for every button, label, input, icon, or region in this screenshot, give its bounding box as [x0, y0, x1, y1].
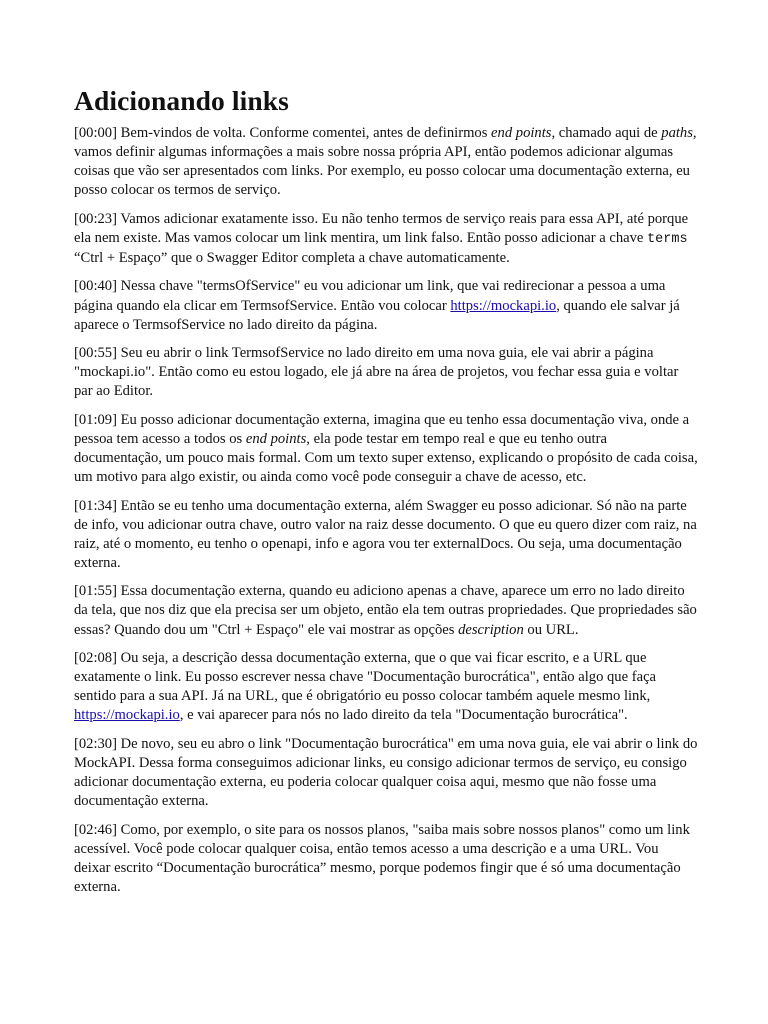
paragraph-text: [00:00] Bem-vindos de volta. Conforme comentei, antes de definirmos [74, 125, 492, 141]
inline-code: terms [647, 231, 688, 247]
transcript-paragraph [74, 124, 698, 200]
paragraph-text: , quando ele salvar já aparece o TermsofService no lado direito da página. [74, 297, 680, 333]
transcript-paragraph [74, 821, 698, 897]
emphasized-term: end points [491, 125, 552, 141]
transcript-paragraph [74, 735, 698, 811]
paragraph-text: [02:30] De novo, seu eu abro o link "Documentação burocrática" em uma nova guia, ele vai abrir o link do MockAPI. Dessa forma conseguimos adicionar links, eu consigo adicionar termos de serviço, eu consigo adicionar documentação externa, eu poderia colocar qualquer coisa aqui, mesmo que não fosse uma documentação externa. [74, 735, 698, 810]
paragraph-text: , e vai aparecer para nós no lado direito da tela "Documentação burocrática". [179, 707, 628, 724]
paragraph-text: [02:08] Ou seja, a descrição dessa documentação externa, que o que vai ficar escrito, e a URL que exatamente o link. Eu posso escrever nessa chave "Documentação burocrática", então algo que faça sentido para a sua API. Já na URL, que é obrigatório eu posso colocar também aquele mesmo link, [74, 649, 657, 705]
paragraph-text: [01:55] Essa documentação externa, quando eu adiciono apenas a chave, aparece um erro no lado direito da tela, que nos diz que ela precisa ser um objeto, então ela tem outras propriedades. Que propriedades são essas? Quando dou um "Ctrl + Espaço" ele vai mostrar as opções [74, 583, 697, 638]
paragraph-text: “Ctrl + Espaço” que o Swagger Editor completa a chave automaticamente. [74, 249, 510, 266]
paragraph-text: , ela pode testar em tempo real e que eu tenho outra documentação, um pouco mais formal. Com um texto super extenso, explicando o propósito de cada coisa, um motivo para algo existir, ou ainda como você pode conseguir a chave de acesso, etc. [74, 430, 698, 486]
page-title: Adicionando links [74, 85, 289, 116]
paragraph-text: [02:46] Como, por exemplo, o site para os nossos planos, "saiba mais sobre nossos planos" como um link acessível. Você pode colocar qualquer coisa, então temos acesso a uma descrição e a uma URL. Vou deixar escrito “Documentação burocrática” mesmo, porque podemos fingir que é só uma documentação externa. [74, 821, 690, 895]
document-page [74, 84, 698, 906]
transcript-paragraph [74, 344, 698, 401]
paragraph-text: , vamos definir algumas informações a mais sobre nossa própria API, então podemos adicionar algumas coisas que vão ser apresentados com links. Por exemplo, eu posso colocar uma documentação externa, eu posso colocar os termos de serviço. [74, 125, 697, 199]
paragraph-text: ou URL. [523, 621, 579, 638]
emphasized-term: paths [661, 125, 693, 141]
paragraph-text: [00:40] Nessa chave "termsOfService" eu vou adicionar um link, que vai redirecionar a pessoa a uma página quando ela clicar em TermsofService. Então vou colocar [74, 278, 666, 314]
transcript-paragraph [74, 649, 698, 725]
mockapi-link[interactable]: https://mockapi.io [450, 297, 557, 314]
transcript-paragraph [74, 582, 698, 639]
transcript-paragraph [74, 411, 698, 487]
paragraph-text: [00:23] Vamos adicionar exatamente isso. Eu não tenho termos de serviço reais para essa API, até porque ela nem existe. Mas vamos colocar um link mentira, um link falso. Então posso adicionar a chave [74, 210, 689, 246]
document-body [74, 124, 698, 897]
mockapi-link[interactable]: https://mockapi.io [74, 707, 180, 724]
emphasized-term: end points [245, 430, 307, 447]
paragraph-text: , chamado aqui de [551, 125, 662, 141]
transcript-paragraph [74, 277, 698, 334]
paragraph-text: [00:55] Seu eu abrir o link TermsofService no lado direito em uma nova guia, ele vai abrir a página "mockapi.io". Então como eu estou logado, ele já abre na área de projetos, vou fechar essa guia e voltar par ao Editor. [74, 345, 679, 400]
paragraph-text: [01:34] Então se eu tenho uma documentação externa, além Swagger eu posso adicionar. Só não na parte de info, vou adicionar outra chave, outro valor na raiz desse documento. O que eu quero dizer com raiz, na raiz, até o momento, eu tenho o openapi, info e agora vou ter externalDocs. Ou seja, uma documentação externa. [74, 497, 697, 571]
transcript-paragraph [74, 497, 698, 573]
transcript-paragraph [74, 210, 698, 268]
paragraph-text: [01:09] Eu posso adicionar documentação externa, imagina que eu tenho essa documentação viva, onde a pessoa tem acesso a todos os [74, 411, 690, 447]
emphasized-term: description [458, 621, 524, 638]
